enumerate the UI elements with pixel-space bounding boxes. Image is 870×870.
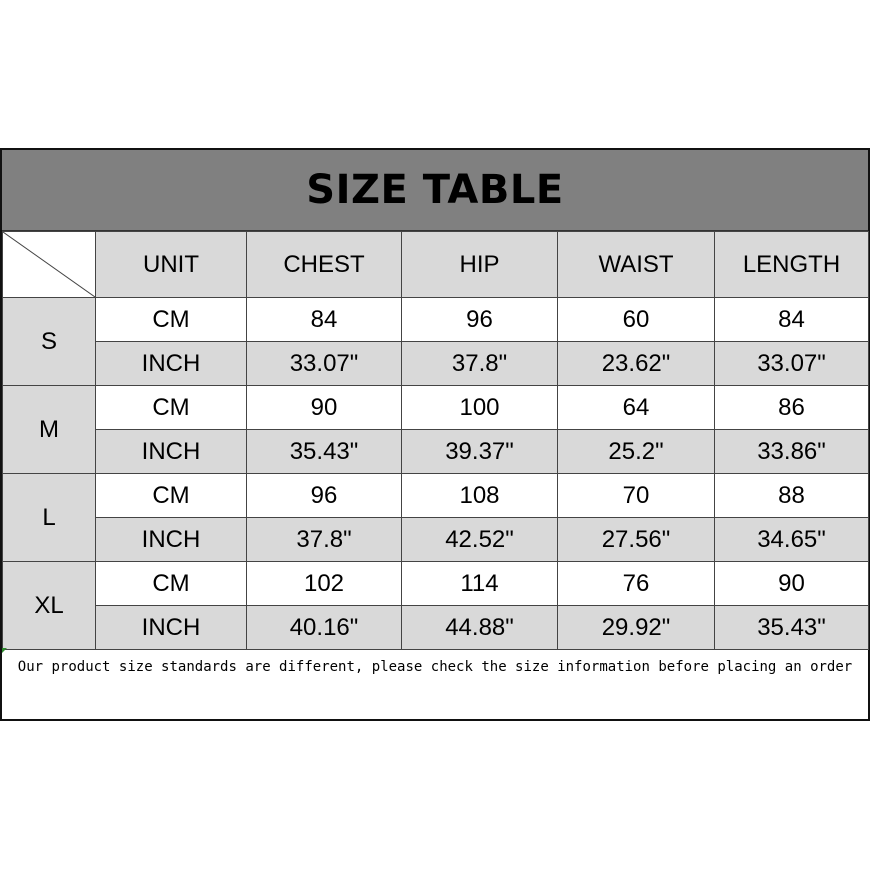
chest-value: 33.07" (247, 342, 402, 386)
table-row (3, 562, 869, 606)
unit-cell: CM (96, 298, 247, 342)
chest-value: 37.8" (247, 518, 402, 562)
column-header-unit: UNIT (96, 232, 247, 298)
table-row (3, 430, 869, 474)
chest-value: 35.43" (247, 430, 402, 474)
hip-value: 114 (402, 562, 558, 606)
unit-cell: CM (96, 386, 247, 430)
length-value: 33.86" (715, 430, 869, 474)
length-value: 35.43" (715, 606, 869, 650)
chest-value: 102 (247, 562, 402, 606)
unit-cell: CM (96, 474, 247, 518)
column-header-waist: WAIST (558, 232, 715, 298)
chest-value: 40.16" (247, 606, 402, 650)
length-value: 90 (715, 562, 869, 606)
length-value: 34.65" (715, 518, 869, 562)
hip-value: 108 (402, 474, 558, 518)
hip-value: 39.37" (402, 430, 558, 474)
corner-diagonal-cell (3, 232, 96, 298)
length-value: 33.07" (715, 342, 869, 386)
table-row (3, 386, 869, 430)
hip-value: 100 (402, 386, 558, 430)
length-value: 88 (715, 474, 869, 518)
size-label: L (3, 474, 96, 562)
hip-value: 96 (402, 298, 558, 342)
table-row (3, 474, 869, 518)
waist-value: 70 (558, 474, 715, 518)
length-value: 86 (715, 386, 869, 430)
waist-value: 29.92" (558, 606, 715, 650)
hip-value: 44.88" (402, 606, 558, 650)
size-label: XL (3, 562, 96, 650)
unit-cell: INCH (96, 606, 247, 650)
unit-cell: INCH (96, 430, 247, 474)
waist-value: 27.56" (558, 518, 715, 562)
waist-value: 23.62" (558, 342, 715, 386)
column-header-chest: CHEST (247, 232, 402, 298)
chest-value: 90 (247, 386, 402, 430)
unit-cell: INCH (96, 342, 247, 386)
waist-value: 25.2" (558, 430, 715, 474)
table-row (3, 606, 869, 650)
chest-value: 96 (247, 474, 402, 518)
unit-cell: CM (96, 562, 247, 606)
column-header-hip: HIP (402, 232, 558, 298)
size-table (2, 231, 869, 650)
column-header-length: LENGTH (715, 232, 869, 298)
hip-value: 42.52" (402, 518, 558, 562)
table-row (3, 298, 869, 342)
size-note: Our product size standards are different, please check the size information before placing an order (17, 659, 853, 675)
header-row (3, 232, 869, 298)
size-label: S (3, 298, 96, 386)
table-row (3, 342, 869, 386)
size-label: M (3, 386, 96, 474)
diagonal-line-icon (3, 232, 95, 297)
table-row (3, 518, 869, 562)
unit-cell: INCH (96, 518, 247, 562)
waist-value: 76 (558, 562, 715, 606)
length-value: 84 (715, 298, 869, 342)
size-chart-frame (0, 148, 870, 721)
hip-value: 37.8" (402, 342, 558, 386)
chest-value: 84 (247, 298, 402, 342)
waist-value: 60 (558, 298, 715, 342)
table-title: SIZE TABLE (2, 150, 868, 231)
waist-value: 64 (558, 386, 715, 430)
